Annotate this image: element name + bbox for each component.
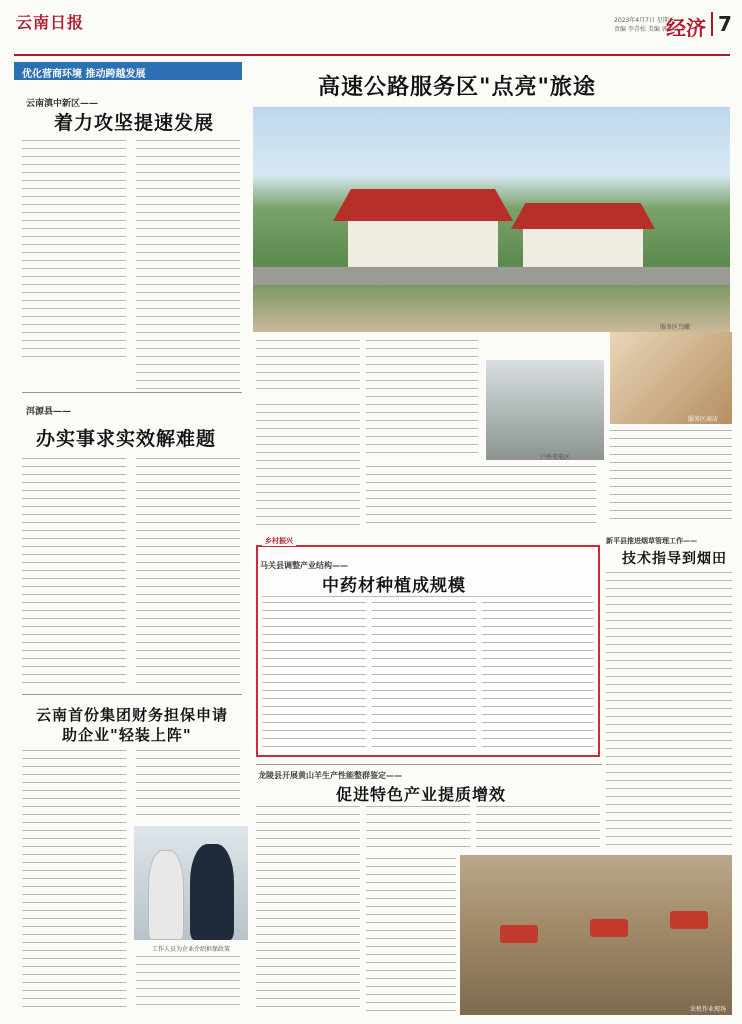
right-headline[interactable]: 技术指导到烟田	[622, 551, 727, 567]
divider	[22, 694, 242, 695]
bottom-body-col3	[476, 806, 600, 850]
date-line: 2023年4月7日 星期五	[614, 17, 675, 24]
boxed-body-col1	[262, 602, 366, 752]
article2-kicker: 洱源县——	[26, 407, 72, 417]
boxed-body-col3	[482, 602, 594, 752]
charging-photo-caption: 户外充电区	[540, 454, 571, 461]
feature-headline[interactable]: 高速公路服务区"点亮"旅途	[318, 75, 596, 100]
bottom-body-col2	[366, 806, 470, 854]
person-figure	[148, 850, 184, 940]
topic-banner: 优化营商环境 推动跨越发展	[14, 62, 242, 80]
feature-body-col3	[366, 466, 596, 528]
shop-photo	[610, 332, 732, 424]
bottom-headline[interactable]: 促进特色产业提质增效	[336, 785, 507, 804]
article3-headline-line1[interactable]: 云南首份集团财务担保申请	[36, 706, 229, 724]
right-kicker: 新平县推进烟草管理工作——	[606, 537, 697, 545]
section-tag: 乡村振兴	[262, 536, 296, 546]
divider	[256, 764, 602, 765]
divider	[262, 596, 592, 597]
article1-body-col1	[22, 140, 126, 360]
article2-body-col2	[136, 458, 240, 686]
bottom-kicker: 龙陵县开展黄山羊生产性能整群鉴定——	[258, 771, 402, 780]
person-figure	[190, 844, 234, 940]
section-name: 经济	[666, 16, 706, 40]
building-wall	[348, 217, 498, 267]
building-roof	[333, 189, 513, 221]
service-area-photo	[253, 107, 730, 332]
boxed-headline[interactable]: 中药材种植成规模	[322, 576, 466, 596]
article3-body-col2	[136, 750, 240, 820]
feature-body-col2	[366, 340, 478, 460]
right-body	[606, 572, 732, 848]
article3-headline-line2[interactable]: 助企业"轻装上阵"	[62, 726, 192, 744]
main-photo-caption: 服务区鸟瞰	[660, 324, 691, 331]
farm-photo-caption: 农机作业现场	[690, 1006, 727, 1013]
tractor	[670, 911, 708, 929]
article3-body-col1	[22, 750, 126, 1012]
article1-body-col2	[136, 140, 240, 390]
boxed-kicker: 马关县调整产业结构——	[260, 561, 348, 570]
staff-photo-caption: 工作人员为企业介绍担保政策	[152, 946, 231, 953]
feature-body-col4	[610, 430, 732, 526]
staff-photo	[134, 826, 248, 940]
building-roof	[511, 203, 655, 229]
building-wall	[523, 225, 643, 267]
charging-photo	[486, 360, 604, 460]
divider	[22, 392, 242, 393]
shop-photo-caption: 服务区商店	[688, 416, 719, 423]
article1-kicker: 云南滇中新区——	[26, 99, 99, 109]
feature-body-col1b	[256, 404, 360, 528]
bottom-body-col2b	[366, 858, 456, 1012]
article2-headline[interactable]: 办实事求实效解难题	[36, 428, 217, 450]
bottom-body-col1	[256, 806, 360, 1012]
tractor	[500, 925, 538, 943]
farm-field-photo	[460, 855, 732, 1015]
feature-body-col1	[256, 340, 360, 396]
article3-body-col2b	[136, 956, 240, 1012]
newspaper-logo: 云南日报	[16, 13, 85, 32]
article1-headline[interactable]: 着力攻坚提速发展	[54, 112, 215, 134]
highway	[253, 267, 730, 285]
editor-line: 责编 李青松 美编 郭金元	[614, 26, 680, 33]
tractor	[590, 919, 628, 937]
masthead	[14, 6, 730, 56]
page-number: 7	[711, 12, 732, 36]
boxed-body-col2	[372, 602, 476, 752]
article2-body-col1	[22, 458, 126, 686]
